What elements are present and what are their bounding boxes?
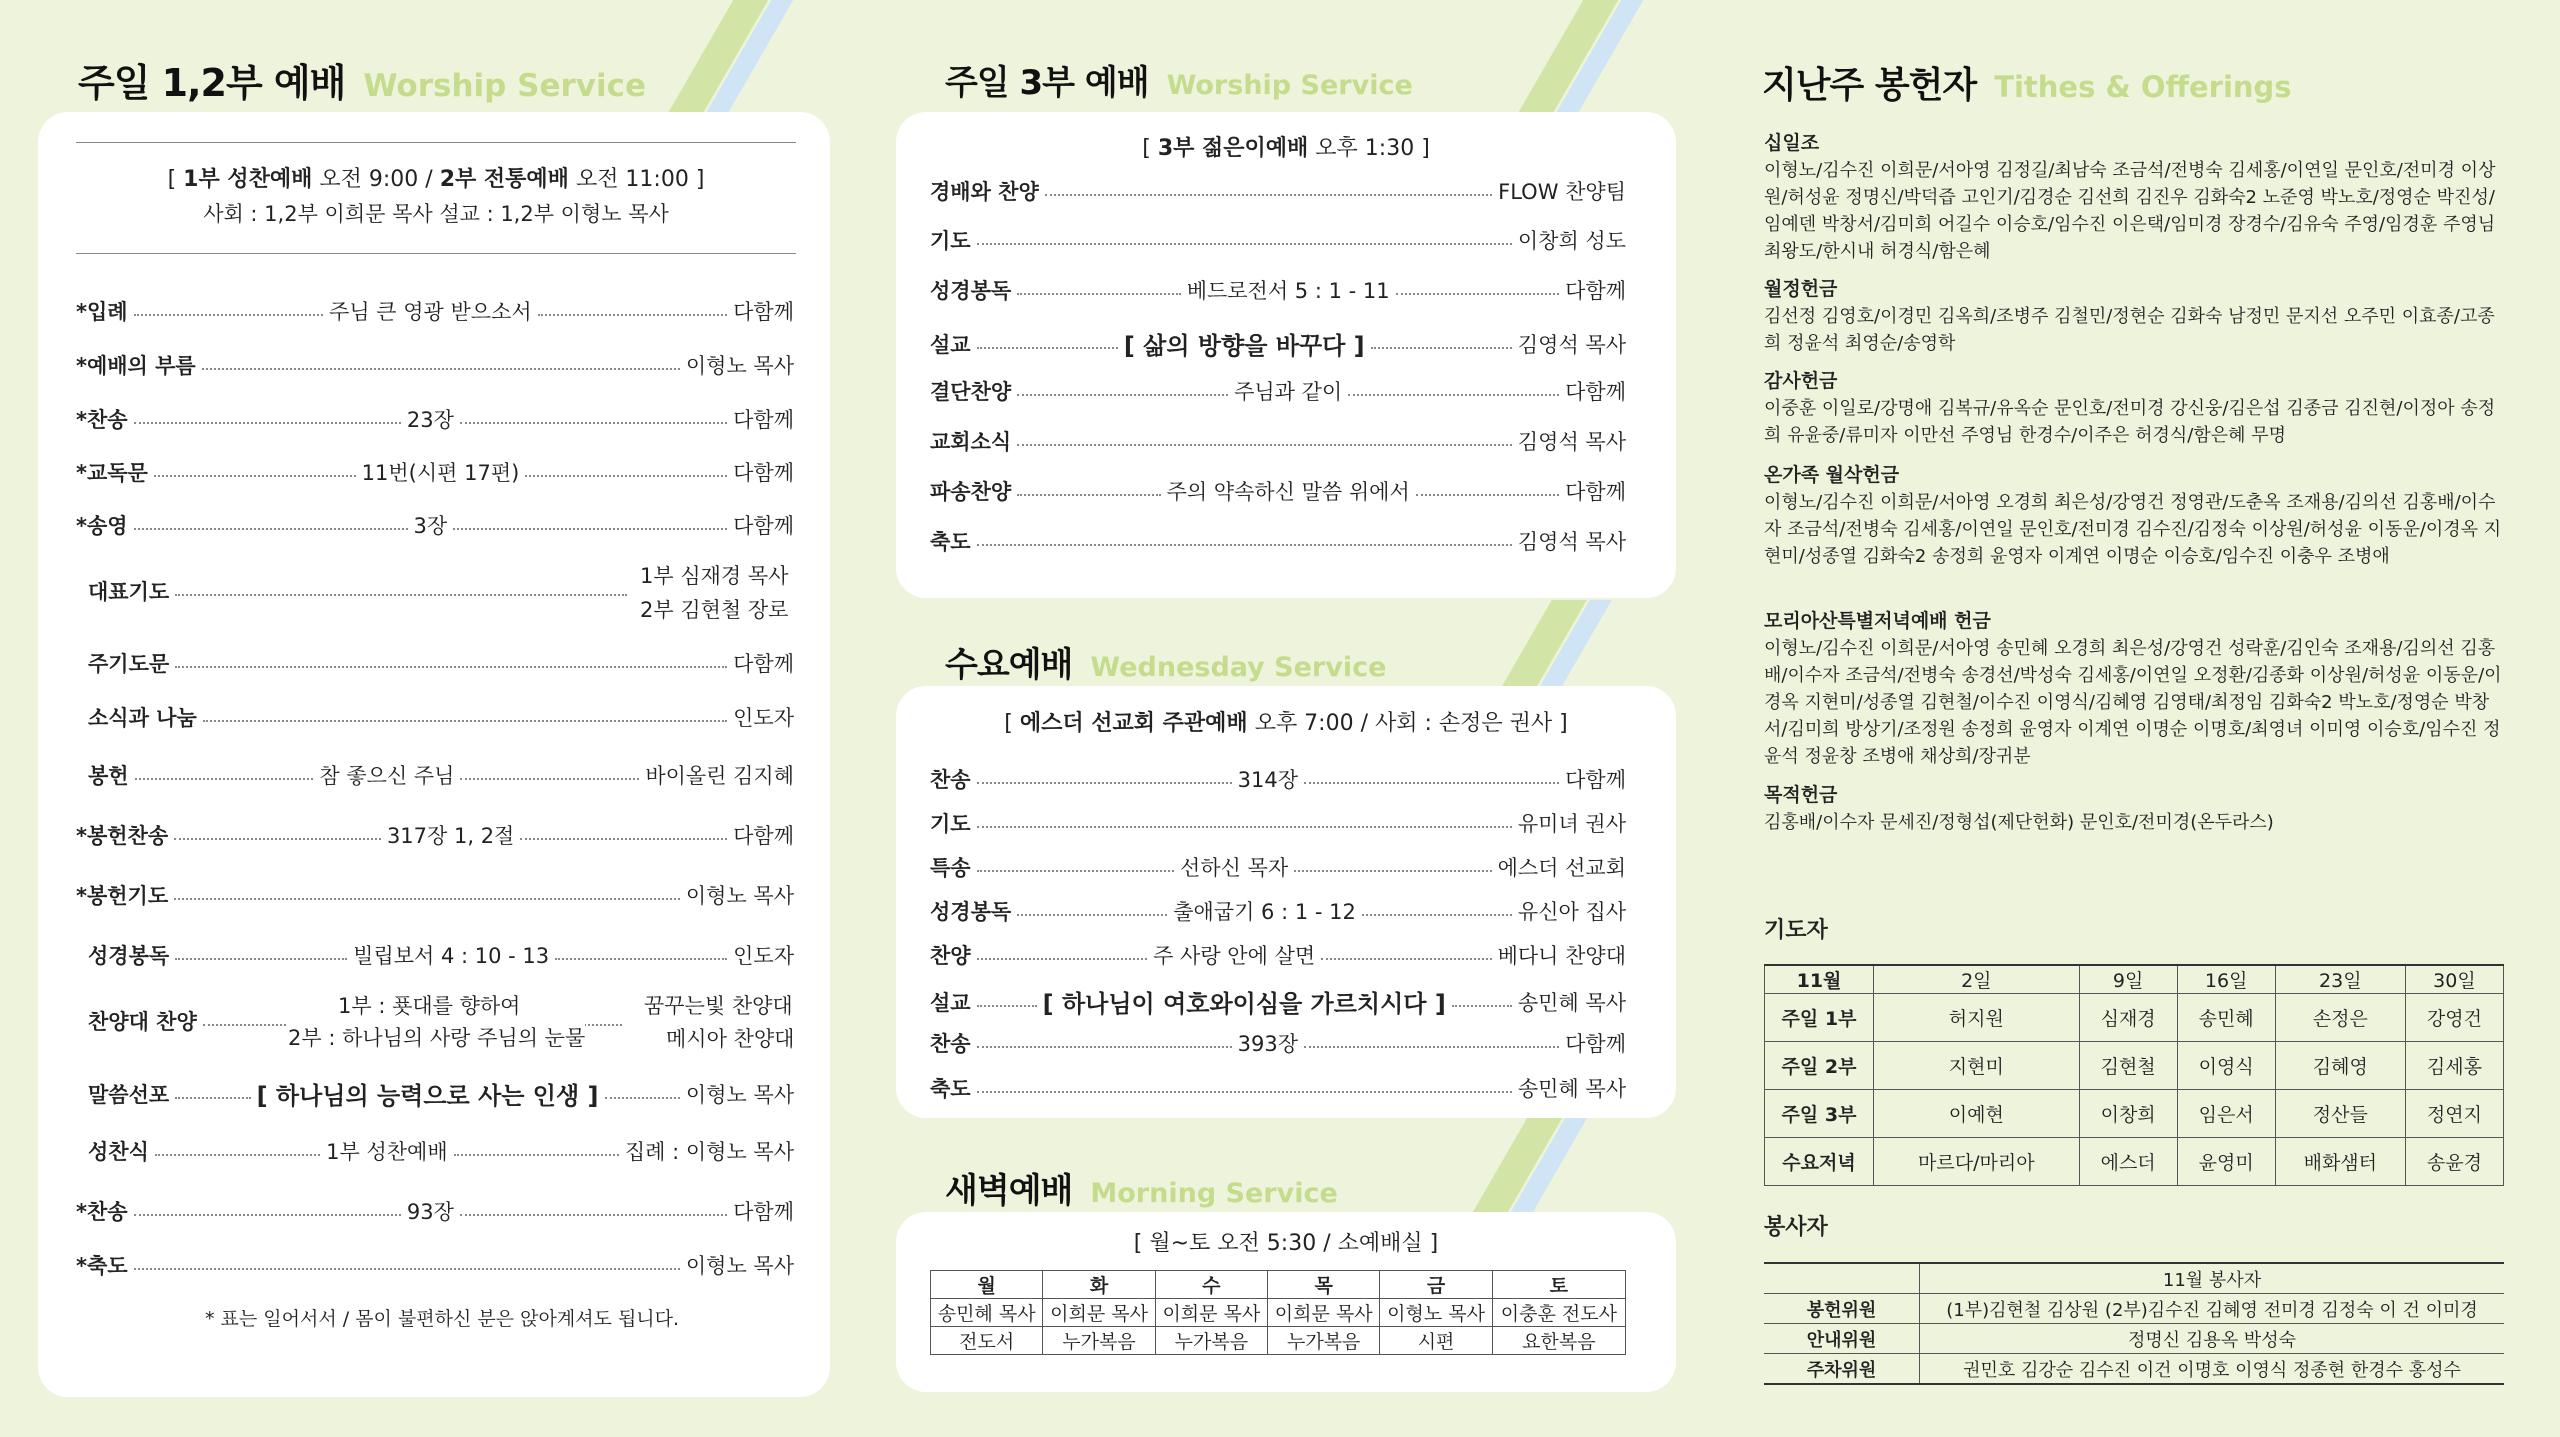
row-center: 베드로전서 5 : 1 - 11 [1186, 279, 1390, 303]
row-right: 다함께 [733, 408, 794, 432]
row-center: 주 사랑 안에 살면 [1153, 944, 1316, 968]
name-cell: 심재경 [2079, 994, 2177, 1042]
row-center: 93장 [406, 1200, 454, 1224]
dot-leader [460, 778, 639, 780]
row-center: 3장 [413, 514, 448, 538]
leader-cell: 송민혜 목사 [931, 1299, 1043, 1327]
volunteer-row [1764, 1354, 2504, 1385]
service-cell: 주일 3부 [1765, 1090, 1874, 1138]
prayer-row [1765, 994, 2504, 1042]
offerings-title [1762, 57, 2292, 108]
day-cell: 수 [1155, 1271, 1267, 1299]
dot-leader [605, 1097, 680, 1099]
section-names: 이형노/김수진 이희문/서아영 김정길/최남숙 조금석/전병숙 김세홍/이연일 문인호/전미경 이상원/허성윤 정명신/박덕즙 고인기/김경순 김선희 김진우 김화숙2 노준영 박노호/정영순 박진성/임예덴 박창서/김미희 어길수 이승호/임수진 이은택/임미경 장경수/김유숙 주영/임경훈 주영님 최왕도/한시내 허경식/함은혜 [1764, 160, 2496, 262]
row-label: *교독문 [76, 461, 148, 485]
dot-leader [525, 475, 727, 477]
dot-leader [520, 838, 727, 840]
service3-title-ko: 주일 3부 예배 [945, 63, 1149, 103]
dot-leader [155, 1154, 320, 1156]
order-row [88, 648, 794, 678]
dot-leader [174, 898, 680, 900]
row-center: 1부 성찬예배 [326, 1140, 448, 1164]
row-label: 파송찬양 [930, 480, 1012, 504]
prayer-row [1765, 1090, 2504, 1138]
row-label: *봉헌기도 [76, 884, 169, 908]
row-label: 축도 [930, 530, 971, 554]
wednesday-time: 오후 7:00 / 사회 : 손정은 권사 ] [1254, 711, 1568, 736]
name-cell: 강영건 [2405, 994, 2503, 1042]
order-row [88, 940, 794, 970]
dot-leader [1294, 870, 1491, 872]
order-row [930, 526, 1626, 556]
prayer-row [1765, 1042, 2504, 1090]
row-center: 314장 [1237, 768, 1299, 792]
text-cell: 누가복음 [1268, 1327, 1380, 1355]
row-label: 찬송 [930, 768, 971, 792]
row-right: 에스더 선교회 [1497, 856, 1626, 880]
name-cell: 김세홍 [2405, 1042, 2503, 1090]
order-row [76, 1196, 794, 1226]
names-cell: (1부)김현철 김상원 (2부)김수진 김혜영 전미경 김정숙 이 건 이미경 [1920, 1294, 2505, 1324]
service-cell: 수요저녁 [1765, 1138, 1874, 1186]
role-cell: 주차위원 [1764, 1354, 1920, 1385]
row-right: 김영석 목사 [1517, 530, 1626, 554]
dot-leader [977, 826, 1512, 828]
dot-leader [977, 544, 1512, 546]
order-row [930, 176, 1626, 206]
row-right: 다함께 [733, 514, 795, 538]
row-right: 다함께 [733, 461, 795, 485]
prayer-header-row [1765, 965, 2504, 994]
name-cell: 배화샘터 [2275, 1138, 2405, 1186]
row-label: *송영 [76, 514, 128, 538]
dot-leader [1416, 494, 1559, 496]
row-label: 주기도문 [88, 652, 170, 676]
name-cell: 정연지 [2405, 1090, 2503, 1138]
dot-leader [154, 475, 356, 477]
order-row [930, 764, 1626, 794]
dot-leader [202, 368, 680, 370]
name-cell: 허지원 [1874, 994, 2080, 1042]
dot-leader [1017, 494, 1160, 496]
row-right: 다함께 [1565, 1032, 1626, 1056]
row-label: *축도 [76, 1254, 128, 1278]
name-cell: 김현철 [2079, 1042, 2177, 1090]
row-center: 출애굽기 6 : 1 - 12 [1173, 900, 1356, 924]
service3-title-en: Worship Service [1166, 70, 1413, 101]
row-right: 송민혜 목사 [1517, 1077, 1626, 1101]
leader-cell: 이충훈 전도사 [1492, 1299, 1625, 1327]
name-cell: 지현미 [1874, 1042, 2080, 1090]
header-cell: 2일 [1874, 965, 2080, 994]
service2-name: 2부 전통예배 [439, 167, 569, 192]
prayer-row [1765, 1138, 2504, 1186]
morning-leaders-row [931, 1299, 1626, 1327]
service12-officiants: 사회 : 1,2부 이희문 목사 설교 : 1,2부 이형노 목사 [203, 202, 669, 226]
row-center: 317장 1, 2절 [386, 824, 515, 848]
row-label: 경배와 찬양 [930, 180, 1039, 204]
dot-leader [1348, 394, 1559, 396]
row-right: 인도자 [733, 706, 794, 730]
row-right: FLOW 찬양팀 [1498, 180, 1626, 204]
row-right: 이형노 목사 [685, 1082, 795, 1107]
row-label: *입례 [76, 300, 128, 324]
header-cell: 11월 [1765, 965, 1874, 994]
dot-leader [977, 782, 1232, 784]
names-cell: 정명신 김용옥 박성숙 [1920, 1324, 2505, 1354]
row-label: 설교 [930, 990, 971, 1015]
dot-leader [453, 528, 727, 530]
row-right: 다함께 [733, 300, 794, 324]
divider [76, 253, 796, 254]
volunteers-table [1764, 1262, 2504, 1385]
order-row [930, 1028, 1626, 1058]
name-cell: 마르다/마리아 [1874, 1138, 2080, 1186]
order-row [88, 576, 633, 606]
wednesday-header [896, 706, 1676, 737]
row-label: 기도 [930, 229, 971, 253]
day-cell: 월 [931, 1271, 1043, 1299]
section-heading: 온가족 월삭헌금 [1764, 464, 1900, 486]
section-names: 이중훈 이일로/강명애 김복규/유옥순 문인호/전미경 강신웅/김은섭 김종금 김진현/이정아 송정희 유윤중/류미자 이만선 주영님 한경수/이주은 허경식/함은혜 무명 [1764, 398, 2496, 446]
wednesday-title [945, 637, 1386, 686]
dot-leader [134, 528, 408, 530]
row-label: 찬양 [930, 944, 971, 968]
order-row [76, 457, 794, 487]
row-label: 찬송 [930, 1032, 971, 1056]
morning-texts-row [931, 1327, 1626, 1355]
standing-note: * 표는 일어서서 / 몸이 불편하신 분은 앉아계셔도 됩니다. [205, 1308, 680, 1330]
dot-leader [134, 422, 401, 424]
row-label: *예배의 부름 [76, 354, 196, 378]
order-row [930, 852, 1626, 882]
order-row [930, 896, 1626, 926]
order-row [76, 820, 794, 850]
row-right: 다함께 [733, 1200, 794, 1224]
dot-leader [460, 1214, 727, 1216]
dot-leader [174, 838, 381, 840]
service3-title [945, 55, 1413, 104]
dot-leader [1017, 394, 1228, 396]
dot-leader [977, 1046, 1232, 1048]
row-right: 다함께 [1565, 279, 1627, 303]
leader-cell: 이희문 목사 [1268, 1299, 1380, 1327]
sermon-title: [ 삶의 방향을 바꾸다 ] [1123, 332, 1365, 360]
row-label: 성경봉독 [930, 900, 1012, 924]
offerings-title-en: Tithes & Offerings [1994, 70, 2292, 104]
order-row [76, 1250, 794, 1280]
row-label: 설교 [930, 332, 971, 357]
volunteers-header: 11월 봉사자 [1920, 1263, 2505, 1294]
text-cell: 전도서 [931, 1327, 1043, 1355]
row-right: 다함께 [733, 652, 794, 676]
order-row [930, 476, 1626, 506]
dot-leader [134, 1268, 680, 1270]
row-right: 바이올린 김지혜 [645, 764, 794, 788]
section-heading: 목적헌금 [1764, 784, 1838, 806]
row-label: 성경봉독 [930, 279, 1012, 303]
row-right: 베다니 찬양대 [1497, 944, 1627, 968]
row-right: 1부 심재경 목사 [640, 564, 789, 588]
row-center: 빌립보서 4 : 10 - 13 [353, 944, 550, 968]
dot-leader [977, 870, 1174, 872]
order-row [76, 404, 794, 434]
wednesday-title-ko: 수요예배 [945, 645, 1073, 685]
order-row [930, 376, 1626, 406]
dot-leader [538, 314, 727, 316]
row-right: 이형노 목사 [685, 1254, 794, 1278]
row-label: 대표기도 [88, 580, 170, 604]
row-right: 인도자 [733, 944, 794, 968]
name-cell: 에스더 [2079, 1138, 2177, 1186]
row-right: 김영석 목사 [1517, 332, 1626, 357]
row-right: 꿈꾸는빛 찬양대 [644, 994, 793, 1018]
day-cell: 목 [1268, 1271, 1380, 1299]
service3-time: 오후 1:30 ] [1315, 136, 1430, 161]
offering-section-purpose [1764, 782, 2504, 836]
order-row [930, 326, 1626, 361]
order-row [88, 1076, 794, 1111]
dot-leader [135, 778, 314, 780]
service2-time: 오전 11:00 ] [575, 167, 705, 192]
divider [76, 142, 796, 143]
dot-leader [977, 1091, 1512, 1093]
order-row [76, 510, 794, 540]
empty-cell [1764, 1263, 1920, 1294]
dot-leader [1371, 347, 1512, 349]
dot-leader [175, 958, 347, 960]
row-right: 김영석 목사 [1517, 430, 1626, 454]
dot-leader [1304, 782, 1559, 784]
order-row [930, 426, 1626, 456]
name-cell: 임은서 [2177, 1090, 2275, 1138]
service3-header [896, 131, 1676, 162]
row-label: *봉헌찬송 [76, 824, 169, 848]
volunteers-header-row [1764, 1263, 2504, 1294]
order-row [76, 880, 794, 910]
row-label: 성경봉독 [88, 944, 170, 968]
offerings-title-ko: 지난주 봉헌자 [1762, 65, 1977, 106]
dot-leader [1396, 293, 1560, 295]
row-right: 유신아 집사 [1517, 900, 1627, 924]
name-cell: 윤영미 [2177, 1138, 2275, 1186]
section-heading: 감사헌금 [1764, 370, 1838, 392]
order-row [930, 225, 1626, 255]
volunteer-row [1764, 1294, 2504, 1324]
day-cell: 화 [1043, 1271, 1155, 1299]
text-cell: 요한복음 [1492, 1327, 1625, 1355]
row-label: 축도 [930, 1077, 971, 1101]
section-heading: 모리아산특별저녁예배 헌금 [1764, 610, 1991, 632]
sermon-title: [ 하나님이 여호와이심을 가르치시다 ] [1042, 990, 1446, 1018]
order-row [930, 275, 1626, 305]
dot-leader [1017, 293, 1181, 295]
name-cell: 손정은 [2275, 994, 2405, 1042]
order-row [930, 940, 1626, 970]
row-label: 결단찬양 [930, 380, 1012, 404]
order-row [930, 1073, 1626, 1103]
sermon-title: [ 하나님의 능력으로 사는 인생 ] [256, 1082, 599, 1110]
row-right: 다함께 [1565, 480, 1626, 504]
row-label: *찬송 [76, 1200, 128, 1224]
day-cell: 금 [1380, 1271, 1492, 1299]
row-right: 집례 : 이형노 목사 [624, 1140, 794, 1164]
wednesday-title-en: Wednesday Service [1090, 652, 1387, 683]
bracket: [ [1004, 711, 1013, 736]
morning-title-ko: 새벽예배 [945, 1171, 1073, 1211]
row-center: 11번(시편 17편) [361, 461, 520, 485]
morning-table [930, 1270, 1626, 1355]
row-right: 메시아 찬양대 [666, 1027, 795, 1051]
row-right: 다함께 [733, 824, 794, 848]
row-label: 소식과 나눔 [88, 706, 197, 730]
row-center: 393장 [1237, 1032, 1299, 1056]
name-cell: 송민혜 [2177, 994, 2275, 1042]
service1-name: 1부 성찬예배 [183, 167, 313, 192]
row-right: 송민혜 목사 [1517, 990, 1626, 1015]
name-cell: 이창희 [2079, 1090, 2177, 1138]
order-row [930, 984, 1626, 1019]
offering-section-thanks [1764, 368, 2504, 449]
row-right: 이형노 목사 [685, 354, 794, 378]
order-row [88, 760, 794, 790]
section-names: 이형노/김수진 이희문/서아영 오경희 최은성/강영건 정영관/도춘옥 조재용/김의선 김홍배/이수자 조금석/전병숙 김세홍/이연일 문인호/전미경 김수진/김정숙 이상원/허성윤 이동운/이경옥 지현미/성종열 김화숙2 송정희 윤영자 이계연 이명순 이승호/임수진 이충우 조병애 [1764, 492, 2502, 567]
offering-section-tithe [1764, 130, 2504, 265]
text-cell: 누가복음 [1043, 1327, 1155, 1355]
dot-leader [977, 1005, 1037, 1007]
row-label: 특송 [930, 856, 971, 880]
offering-section-monthly [1764, 276, 2504, 357]
row-label: 봉헌 [88, 764, 129, 788]
row-center: 선하신 목자 [1180, 856, 1289, 880]
day-cell: 토 [1492, 1271, 1625, 1299]
order-row [930, 808, 1626, 838]
name-cell: 정산들 [2275, 1090, 2405, 1138]
row-right: 다함께 [1565, 380, 1626, 404]
bracket: [ [1142, 136, 1151, 161]
service12-title [78, 52, 646, 107]
dot-leader [203, 720, 727, 722]
morning-days-row [931, 1271, 1626, 1299]
service-cell: 주일 2부 [1765, 1042, 1874, 1090]
morning-title [945, 1163, 1338, 1212]
wednesday-host: 에스더 선교회 주관예배 [1019, 711, 1248, 736]
order-row [88, 1136, 794, 1166]
row-right: 다함께 [1565, 768, 1626, 792]
dot-leader [1452, 1005, 1512, 1007]
dot-leader [454, 1154, 619, 1156]
service3-name: 3부 젊은이예배 [1157, 136, 1309, 161]
dot-leader [1362, 914, 1512, 916]
dot-leader [1321, 958, 1492, 960]
row-label: 말씀선포 [88, 1082, 170, 1107]
dot-leader [1017, 444, 1512, 446]
dot-leader [977, 243, 1512, 245]
dot-leader [175, 594, 627, 596]
header-cell: 16일 [2177, 965, 2275, 994]
leader-cell: 이희문 목사 [1155, 1299, 1267, 1327]
offering-section-family [1764, 462, 2504, 570]
role-cell: 안내위원 [1764, 1324, 1920, 1354]
service1-time: 오전 9:00 / [319, 167, 433, 192]
row-label: 교회소식 [930, 430, 1012, 454]
row-center: 1부 : 푯대를 향하여 [338, 994, 521, 1018]
dot-leader [134, 314, 323, 316]
row-center: 주님 큰 영광 받으소서 [329, 300, 532, 324]
section-heading: 십일조 [1764, 132, 1820, 154]
row-right: 2부 김현철 장로 [640, 598, 789, 622]
dot-leader [175, 666, 727, 668]
row-center: 2부 : 하나님의 사랑 주님의 눈물 [288, 1022, 585, 1052]
row-center: 주의 약속하신 말씀 위에서 [1166, 480, 1410, 504]
header-cell: 9일 [2079, 965, 2177, 994]
name-cell: 이영식 [2177, 1042, 2275, 1090]
names-cell: 권민호 김강순 김수진 이건 이명호 이영식 정종현 한경수 홍성수 [1920, 1354, 2505, 1385]
prayer-table [1764, 964, 2504, 1186]
dot-leader [134, 1214, 401, 1216]
service12-title-en: Worship Service [363, 68, 647, 104]
row-center: 23장 [406, 408, 454, 432]
offering-section-moriah [1764, 608, 2504, 770]
dot-leader [1017, 914, 1167, 916]
row-center: 주님과 같이 [1234, 380, 1343, 404]
volunteer-row [1764, 1324, 2504, 1354]
row-right: 이형노 목사 [685, 884, 794, 908]
dot-leader [977, 958, 1148, 960]
section-names: 김선정 김영호/이경민 김옥희/조병주 김철민/정현순 김화숙 남정민 문지선 오주민 이효종/고종희 정윤석 최영순/송영학 [1764, 306, 2495, 354]
name-cell: 이예현 [1874, 1090, 2080, 1138]
row-label: 찬양대 찬양 [88, 1010, 197, 1034]
row-label: 성찬식 [88, 1140, 149, 1164]
order-row [88, 702, 794, 732]
section-names: 김홍배/이수자 문세진/정형섭(제단헌화) 문인호/전미경(온두라스) [1764, 812, 2274, 833]
bracket: [ [167, 167, 177, 192]
row-label: 기도 [930, 812, 971, 836]
role-cell: 봉헌위원 [1764, 1294, 1920, 1324]
dot-leader [555, 958, 727, 960]
morning-header: [ 월~토 오전 5:30 / 소예배실 ] [1133, 1231, 1439, 1256]
dot-leader [460, 422, 727, 424]
service-cell: 주일 1부 [1765, 994, 1874, 1042]
row-label: *찬송 [76, 408, 128, 432]
dot-leader [977, 347, 1118, 349]
service12-title-ko: 주일 1,2부 예배 [78, 61, 346, 105]
leader-cell: 이희문 목사 [1043, 1299, 1155, 1327]
row-right: 이창희 성도 [1517, 229, 1626, 253]
header-cell: 30일 [2405, 965, 2503, 994]
section-names: 이형노/김수진 이희문/서아영 송민혜 오경희 최은성/강영건 성락훈/김인숙 조재용/김의선 김홍배/이수자 조금석/전병숙 송경선/박성숙 김세홍/이연일 오정환/김종화 이상원/허성윤 이동운/이경옥 지현미/성종열 김현철/이수진 이영식/김혜영 김영태/최정임 김화숙2 박노호/정영순 박창서/김미희 방상기/조정원 송정희 윤영자 이계연 이명순 이명호/최영녀 이미영 이승호/임수진 정윤석 정윤창 조병애 채상희/장귀분 [1764, 638, 2502, 767]
volunteers-title: 봉사자 [1764, 1215, 1828, 1240]
section-heading: 월정헌금 [1764, 278, 1838, 300]
order-row [76, 296, 794, 326]
dot-leader [175, 1097, 250, 1099]
prayer-title: 기도자 [1764, 918, 1828, 943]
dot-leader [1045, 194, 1492, 196]
name-cell: 송윤경 [2405, 1138, 2503, 1186]
text-cell: 시편 [1380, 1327, 1492, 1355]
row-right: 유미녀 권사 [1517, 812, 1626, 836]
morning-title-en: Morning Service [1090, 1178, 1338, 1209]
name-cell: 김혜영 [2275, 1042, 2405, 1090]
header-cell: 23일 [2275, 965, 2405, 994]
leader-cell: 이형노 목사 [1380, 1299, 1492, 1327]
order-row [76, 350, 794, 380]
row-center: 참 좋으신 주님 [319, 764, 455, 788]
text-cell: 누가복음 [1155, 1327, 1267, 1355]
service12-header [76, 162, 796, 193]
dot-leader [1304, 1046, 1559, 1048]
